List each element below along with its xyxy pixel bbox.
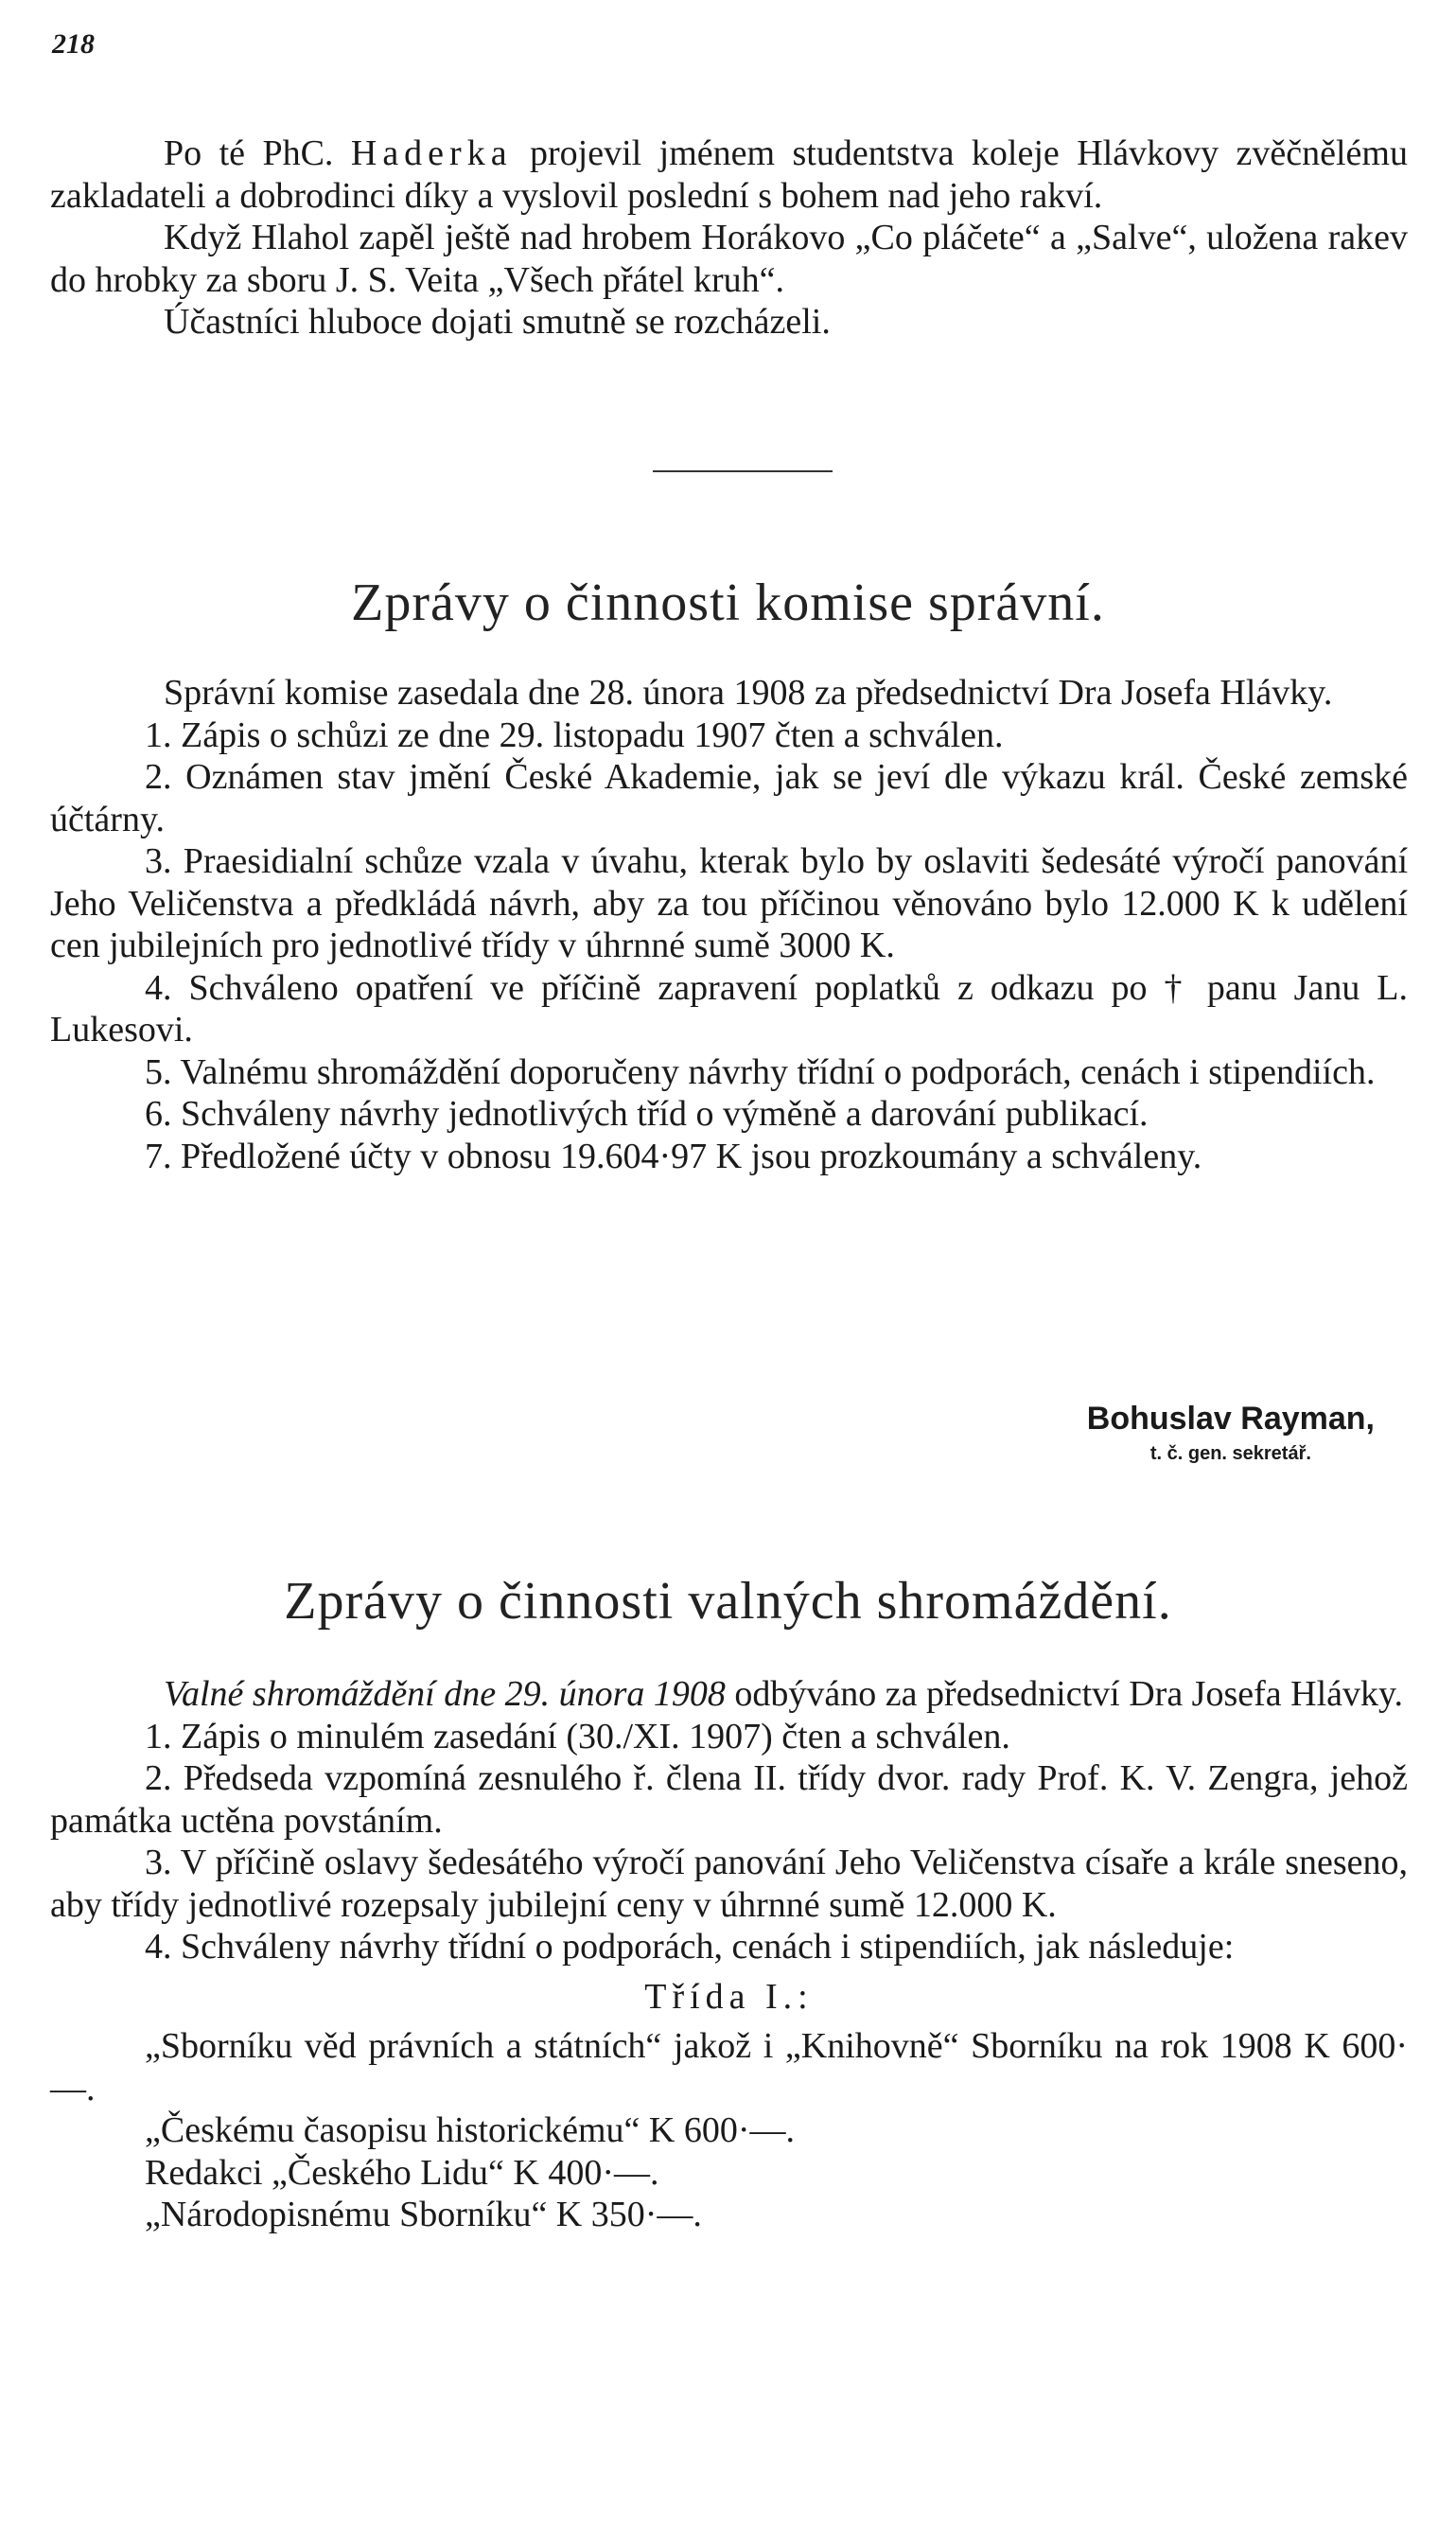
section1-item-1: 1. Zápis o schůzi ze dne 29. listopadu 1907 čten a schválen. (145, 715, 1004, 755)
section2-item-1: 1. Zápis o minulém zasedání (30./XI. 1907) čten a schválen. (145, 1716, 1010, 1756)
section1-item-3: 3. Praesidialní schůze vzala v úvahu, kterak bylo by oslaviti šedesáté výročí panování Jeho Veličenstva a předkládá návrh, aby za tou příčinou věnováno bylo 12.000 K k udělení cen jubilejních pro jednotlivé třídy v úhrnné sumě 3000 K. (50, 841, 1408, 965)
intro-paragraph-2: Když Hlahol zapěl ještě nad hrobem Horákovo „Co pláčete“ a „Salve“, uložena rakev do hrobky za sboru J. S. Veita „Všech přátel kruh“. (50, 218, 1408, 300)
section1-heading: Zprávy o činnosti komise správní. (351, 573, 1105, 632)
section1-item-6: 6. Schváleny návrhy jednotlivých tříd o výměně a darování publikací. (145, 1094, 1149, 1134)
section1-intro: Správní komise zasedala dne 28. února 1908 za předsednictví Dra Josefa Hlávky. (164, 673, 1333, 713)
intro-text (50, 132, 1408, 344)
intro-paragraph-3: Účastníci hluboce dojati smutně se rozcházeli. (164, 302, 831, 342)
person-name: Haderka (350, 133, 513, 173)
section1-item-7: 7. Předložené účty v obnosu 19.604·97 K jsou prozkoumány a schváleny. (145, 1136, 1202, 1176)
signature-name: Bohuslav Rayman, (1086, 1401, 1375, 1437)
section2-heading: Zprávy o činnosti valných shromáždění. (284, 1572, 1172, 1631)
grant-item-4: „Národopisnému Sborníku“ K 350·—. (145, 2195, 702, 2234)
section2-intro: Valné shromáždění dne 29. února 1908 odbýváno za předsednictví Dra Josefa Hlávky. (164, 1674, 1404, 1714)
page-number: 218 (52, 28, 95, 60)
signature-title: t. č. gen. sekretář. (1149, 1443, 1311, 1464)
section2-item-4: 4. Schváleny návrhy třídní o podporách, cenách i stipendiích, jak následuje: (145, 1927, 1235, 1967)
section2-item-3: 3. V příčině oslavy šedesátého výročí panování Jeho Veličenstva císaře a krále sneseno, aby třídy jednotlivé rozepsaly jubilejní ceny v úhrnné sumě 12.000 K. (50, 1843, 1408, 1925)
section2-item-2: 2. Předseda vzpomíná zesnulého ř. člena II. třídy dvor. rady Prof. K. V. Zengra, jehož památka uctěna povstáním. (50, 1758, 1408, 1841)
class-heading: Třída I.: (644, 1976, 814, 2017)
section1-item-5: 5. Valnému shromáždění doporučeny návrhy třídní o podporách, cenách i stipendiích. (145, 1051, 1376, 1092)
grant-item-1: „Sborníku věd právních a státních“ jakož i „Knihovně“ Sborníku na rok 1908 K 600·—. (50, 2026, 1408, 2108)
grant-item-2: „Českému časopisu historickému“ K 600·—. (145, 2110, 796, 2150)
intro-paragraph-1: Po té PhC. Haderka projevil jménem studentstva koleje Hlávkovy zvěčnělému zakladateli a dobrodinci díky a vyslovil poslední s bohem nad jeho rakví. (50, 133, 1408, 216)
grant-item-3: Redakci „Českého Lidu“ K 400·—. (145, 2152, 659, 2193)
section1-item-4: 4. Schváleno opatření ve příčině zapravení poplatků z odkazu po † panu Janu L. Lukesovi. (50, 967, 1408, 1050)
section1-body (50, 672, 1408, 1177)
section1-item-2: 2. Oznámen stav jmění České Akademie, jak se jeví dle výkazu král. České zemské účtárny. (50, 757, 1408, 839)
section2-body (50, 1673, 1408, 2236)
signature-block (1087, 1401, 1375, 1465)
divider-rule (653, 470, 833, 472)
